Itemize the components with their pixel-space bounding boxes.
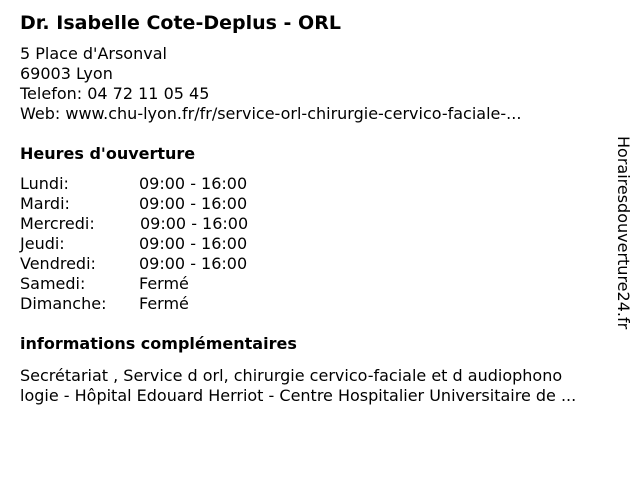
page-title: Dr. Isabelle Cote-Deplus - ORL xyxy=(20,12,341,34)
hours-row-monday xyxy=(20,174,280,194)
time-value: 09:00 - 16:00 xyxy=(139,254,248,273)
hours-row-thursday xyxy=(20,234,280,254)
hours-row-friday xyxy=(20,254,280,274)
time-value: Fermé xyxy=(139,274,189,293)
info-line: logie - Hôpital Edouard Herriot - Centre Hospitalier Universitaire de ... xyxy=(20,386,577,405)
watermark-text: Horairesdouverture24.fr xyxy=(614,136,633,330)
website-link[interactable]: Web: www.chu-lyon.fr/fr/service-orl-chirurgie-cervico-faciale-... xyxy=(20,104,522,123)
time-value: 09:00 - 16:00 xyxy=(139,234,248,253)
hours-row-sunday xyxy=(20,294,280,314)
site-watermark xyxy=(611,136,633,346)
phone-number[interactable]: Telefon: 04 72 11 05 45 xyxy=(20,84,210,103)
hours-heading: Heures d'ouverture xyxy=(20,144,196,163)
hours-row-saturday xyxy=(20,274,280,294)
time-value: 09:00 - 16:00 xyxy=(139,194,248,213)
address-city: 69003 Lyon xyxy=(20,64,113,83)
day-label: Lundi: xyxy=(20,174,69,193)
day-label: Dimanche: xyxy=(20,294,107,313)
day-label: Samedi: xyxy=(20,274,86,293)
hours-row-tuesday xyxy=(20,194,280,214)
hours-row-wednesday xyxy=(20,214,280,234)
time-value: 09:00 - 16:00 xyxy=(140,214,249,233)
day-label: Mardi: xyxy=(20,194,70,213)
info-heading: informations complémentaires xyxy=(20,334,297,353)
address-block xyxy=(20,44,521,124)
address-street: 5 Place d'Arsonval xyxy=(20,44,167,63)
opening-hours-table xyxy=(20,174,280,314)
time-value: 09:00 - 16:00 xyxy=(139,174,248,193)
time-value: Fermé xyxy=(139,294,189,313)
info-line: Secrétariat , Service d orl, chirurgie cervico-faciale et d audiophono xyxy=(20,366,563,385)
day-label: Mercredi: xyxy=(20,214,95,233)
day-label: Vendredi: xyxy=(20,254,96,273)
day-label: Jeudi: xyxy=(20,234,65,253)
